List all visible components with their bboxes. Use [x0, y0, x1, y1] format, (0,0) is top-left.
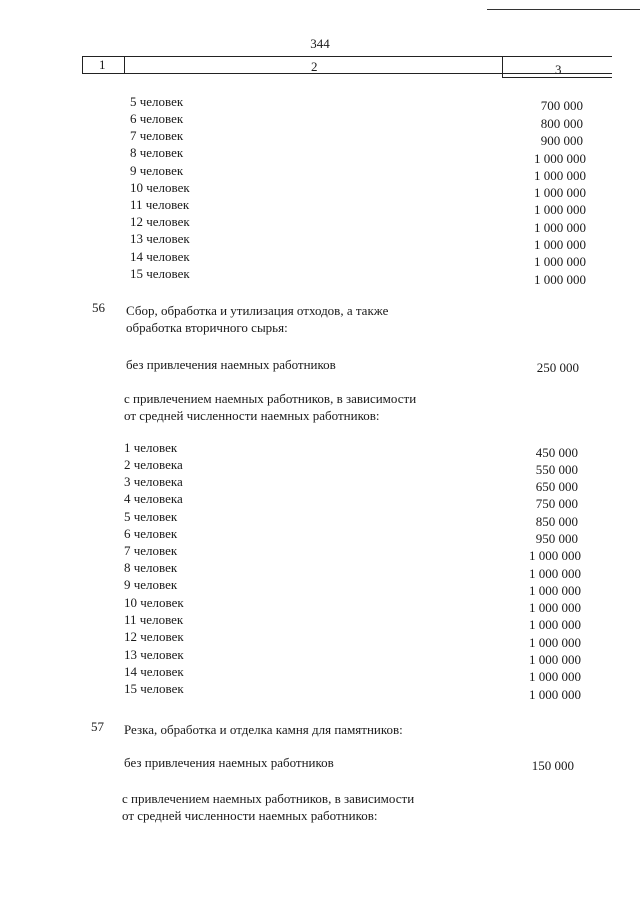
item-57-number: 57	[91, 719, 104, 734]
top-edge-line	[487, 9, 640, 10]
page-number: 344	[310, 36, 330, 51]
item-56-title-line-1: Сбор, обработка и утилизация отходов, а также	[126, 303, 389, 318]
row-value: 700 000	[540, 98, 583, 113]
item-56-no-workers-label: без привлечения наемных работников	[126, 357, 336, 372]
row-value: 1 000 000	[529, 669, 581, 684]
row-value: 850 000	[535, 514, 578, 529]
row-value: 1 000 000	[534, 237, 586, 252]
header-col-3: 3	[555, 62, 562, 77]
row-value: 1 000 000	[534, 220, 586, 235]
header-col-2: 2	[311, 59, 318, 74]
row-label: 15 человек	[130, 266, 190, 281]
row-label: 12 человек	[130, 214, 190, 229]
row-label: 4 человека	[124, 491, 183, 506]
row-value: 1 000 000	[529, 635, 581, 650]
row-label: 9 человек	[130, 163, 184, 178]
row-value: 950 000	[535, 531, 578, 546]
row-label: 5 человек	[124, 509, 178, 524]
row-value: 1 000 000	[534, 185, 586, 200]
item-57-no-workers-label: без привлечения наемных работников	[124, 755, 334, 770]
row-value: 1 000 000	[529, 583, 581, 598]
row-label: 11 человек	[124, 612, 184, 627]
item-56-with-workers-line-1: с привлечением наемных работников, в зависимости	[124, 391, 417, 406]
row-value: 900 000	[540, 133, 583, 148]
item-56-no-workers-value: 250 000	[536, 360, 579, 375]
column-header-row	[82, 56, 612, 78]
row-value: 450 000	[535, 445, 578, 460]
row-value: 750 000	[535, 496, 578, 511]
item-56-number: 56	[92, 300, 105, 315]
item-57-with-workers-line-2: от средней численности наемных работников:	[122, 808, 378, 823]
header-divider-1	[124, 56, 125, 74]
row-label: 13 человек	[130, 231, 190, 246]
row-label: 7 человек	[130, 128, 184, 143]
row-label: 12 человек	[124, 629, 184, 644]
row-label: 11 человек	[130, 197, 190, 212]
row-label: 2 человека	[124, 457, 183, 472]
row-value: 1 000 000	[529, 566, 581, 581]
row-value: 1 000 000	[534, 168, 586, 183]
row-label: 15 человек	[124, 681, 184, 696]
row-value: 1 000 000	[529, 600, 581, 615]
row-label: 7 человек	[124, 543, 178, 558]
row-value: 550 000	[535, 462, 578, 477]
row-value: 1 000 000	[534, 254, 586, 269]
row-value: 1 000 000	[529, 687, 581, 702]
row-value: 1 000 000	[534, 151, 586, 166]
item-57-title: Резка, обработка и отделка камня для памятников:	[124, 722, 403, 737]
row-label: 8 человек	[124, 560, 178, 575]
row-label: 9 человек	[124, 577, 178, 592]
row-label: 6 человек	[124, 526, 178, 541]
row-label: 10 человек	[124, 595, 184, 610]
header-divider-left	[82, 56, 83, 74]
header-top-rule	[82, 56, 612, 57]
header-bottom-rule	[82, 73, 612, 74]
item-56-with-workers-line-2: от средней численности наемных работников:	[124, 408, 380, 423]
row-label: 13 человек	[124, 647, 184, 662]
row-value: 1 000 000	[529, 548, 581, 563]
row-value: 1 000 000	[534, 202, 586, 217]
item-56-title-line-2: обработка вторичного сырья:	[126, 320, 288, 335]
item-57-with-workers-line-1: с привлечением наемных работников, в зависимости	[122, 791, 415, 806]
header-col-1: 1	[99, 57, 106, 72]
row-label: 3 человека	[124, 474, 183, 489]
row-label: 10 человек	[130, 180, 190, 195]
row-label: 6 человек	[130, 111, 184, 126]
item-57-no-workers-value: 150 000	[531, 758, 574, 773]
row-value: 1 000 000	[529, 652, 581, 667]
row-label: 14 человек	[130, 249, 190, 264]
row-label: 5 человек	[130, 94, 184, 109]
row-label: 1 человек	[124, 440, 178, 455]
row-value: 1 000 000	[529, 617, 581, 632]
row-value: 800 000	[540, 116, 583, 131]
header-divider-2	[502, 56, 503, 78]
row-value: 1 000 000	[534, 272, 586, 287]
row-label: 14 человек	[124, 664, 184, 679]
row-value: 650 000	[535, 479, 578, 494]
row-label: 8 человек	[130, 145, 184, 160]
